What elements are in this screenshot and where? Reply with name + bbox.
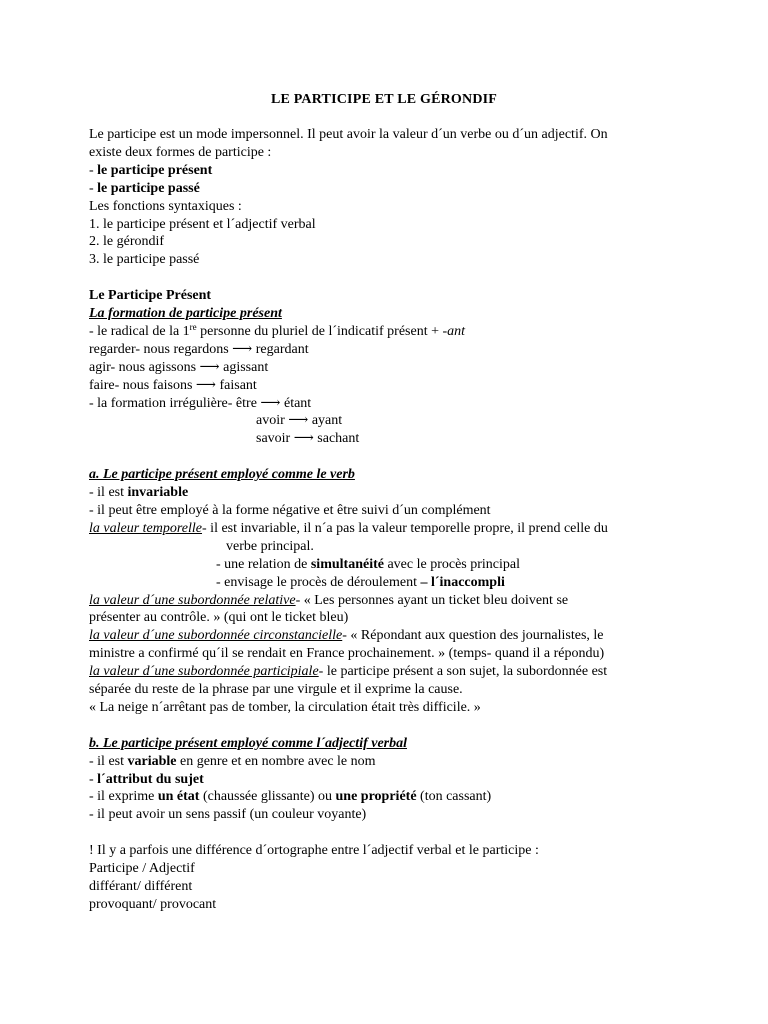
pair-line: Participe / Adjectif <box>89 861 195 877</box>
rule-text: en genre et en nombre avec le nom <box>176 753 376 769</box>
rule-text: avec le procès principal <box>383 556 521 572</box>
rule-line <box>89 771 689 789</box>
form-label: le participe passé <box>97 180 200 196</box>
rule-keyword: invariable <box>127 485 189 501</box>
spacer <box>89 717 689 735</box>
irregular-line: savoir ⟶ sachant <box>256 431 360 447</box>
form-item <box>89 162 689 180</box>
rule-line: - il peut être employé à la forme négative et être suivi d´un complément <box>89 503 491 518</box>
rule-keyword: un état <box>157 789 200 805</box>
rule-ending: -ant <box>442 323 466 339</box>
circumstantial-line: ministre a confirmé qu´il se rendait en France prochainement. » (temps- quand il a répondu) <box>89 646 605 662</box>
participial-line <box>89 663 689 681</box>
circumstantial-line <box>89 627 689 645</box>
spacer <box>89 448 689 466</box>
rule-keyword: une propriété <box>335 789 417 805</box>
rule-text: - une relation de <box>216 556 311 572</box>
rule-keyword: variable <box>127 753 177 769</box>
note-line: ! Il y a parfois une différence d´ortographe entre l´adjectif verbal et le participe : <box>89 843 539 859</box>
rule-line <box>89 484 689 502</box>
subsection-heading: La formation de participe présent <box>89 306 282 322</box>
rule-text: - il exprime <box>89 789 158 805</box>
example-line: faire- nous faisons ⟶ faisant <box>89 377 257 393</box>
rule-line <box>89 574 689 592</box>
function-item: 2. le gérondif <box>89 234 165 250</box>
value-label: la valeur d´une subordonnée circonstancielle <box>89 628 343 644</box>
section-heading: Le Participe Présent <box>89 288 212 304</box>
value-label: la valeur temporelle <box>89 520 203 536</box>
intro-line: Le participe est un mode impersonnel. Il peut avoir la valeur d´un verbe ou d´un adjectif. On <box>89 127 608 142</box>
rule-text: - il est <box>89 753 128 769</box>
temporal-line: verbe principal. <box>226 538 314 554</box>
irregular-line: - la formation irrégulière- être ⟶ étant <box>89 395 312 411</box>
value-label: la valeur d´une subordonnée relative <box>89 592 296 608</box>
pair-line: provoquant/ provocant <box>89 896 217 912</box>
rule-line: - il peut avoir un sens passif (un couleur voyante) <box>89 807 367 823</box>
relative-line: présenter au contrôle. » (qui ont le ticket bleu) <box>89 610 349 626</box>
rule-keyword: simultanéité <box>310 556 384 572</box>
form-item <box>89 180 689 198</box>
value-label: la valeur d´une subordonnée participiale <box>89 664 319 680</box>
function-item: 1. le participe présent et l´adjectif verbal <box>89 216 316 232</box>
pair-line: différant/ différent <box>89 879 193 894</box>
form-label: le participe présent <box>97 162 213 178</box>
formation-rule <box>89 323 689 341</box>
irregular-line: avoir ⟶ ayant <box>256 413 343 429</box>
rule-keyword: – l´inaccompli <box>420 574 505 590</box>
relative-line <box>89 592 689 610</box>
functions-label: Les fonctions syntaxiques : <box>89 198 242 214</box>
spacer <box>89 269 689 287</box>
subsection-heading: a. Le participe présent employé comme le verb <box>89 467 355 483</box>
dash: - <box>89 180 98 196</box>
spacer <box>89 824 689 842</box>
rule-text: - <box>89 771 98 787</box>
dash: - <box>89 162 98 178</box>
rule-text: (chaussée glissante) ou <box>199 789 336 805</box>
rule-keyword: l´attribut du sujet <box>97 771 204 787</box>
subsection-heading: b. Le participe présent employé comme l´adjectif verbal <box>89 735 408 751</box>
rule-line <box>89 556 689 574</box>
value-text: - « Les personnes ayant un ticket bleu doivent se <box>295 592 569 608</box>
example-quote: « La neige n´arrêtant pas de tomber, la circulation était très difficile. » <box>89 699 481 715</box>
rule-text: - il est <box>89 485 128 501</box>
rule-text: (ton cassant) <box>416 789 492 805</box>
example-line: regarder- nous regardons ⟶ regardant <box>89 341 309 357</box>
superscript: re <box>189 321 197 332</box>
value-text: - le participe présent a son sujet, la subordonnée est <box>318 664 608 680</box>
participial-line: séparée du reste de la phrase par une virgule et il exprime la cause. <box>89 682 463 698</box>
page-title: LE PARTICIPE ET LE GÉRONDIF <box>270 92 498 107</box>
rule-line <box>89 788 689 806</box>
rule-line <box>89 753 689 771</box>
document-body <box>89 126 689 914</box>
intro-line: existe deux formes de participe : <box>89 144 272 160</box>
rule-text: personne du pluriel de l´indicatif présent + <box>196 323 443 339</box>
rule-text: - envisage le procès de déroulement <box>216 574 421 590</box>
value-text: - il est invariable, il n´a pas la valeur temporelle propre, il prend celle du <box>202 520 608 536</box>
example-line: agir- nous agissons ⟶ agissant <box>89 359 269 375</box>
temporal-line <box>89 520 689 538</box>
function-item: 3. le participe passé <box>89 252 200 268</box>
rule-text: - le radical de la 1 <box>89 323 190 339</box>
value-text: - « Répondant aux question des journalistes, le <box>342 628 604 644</box>
